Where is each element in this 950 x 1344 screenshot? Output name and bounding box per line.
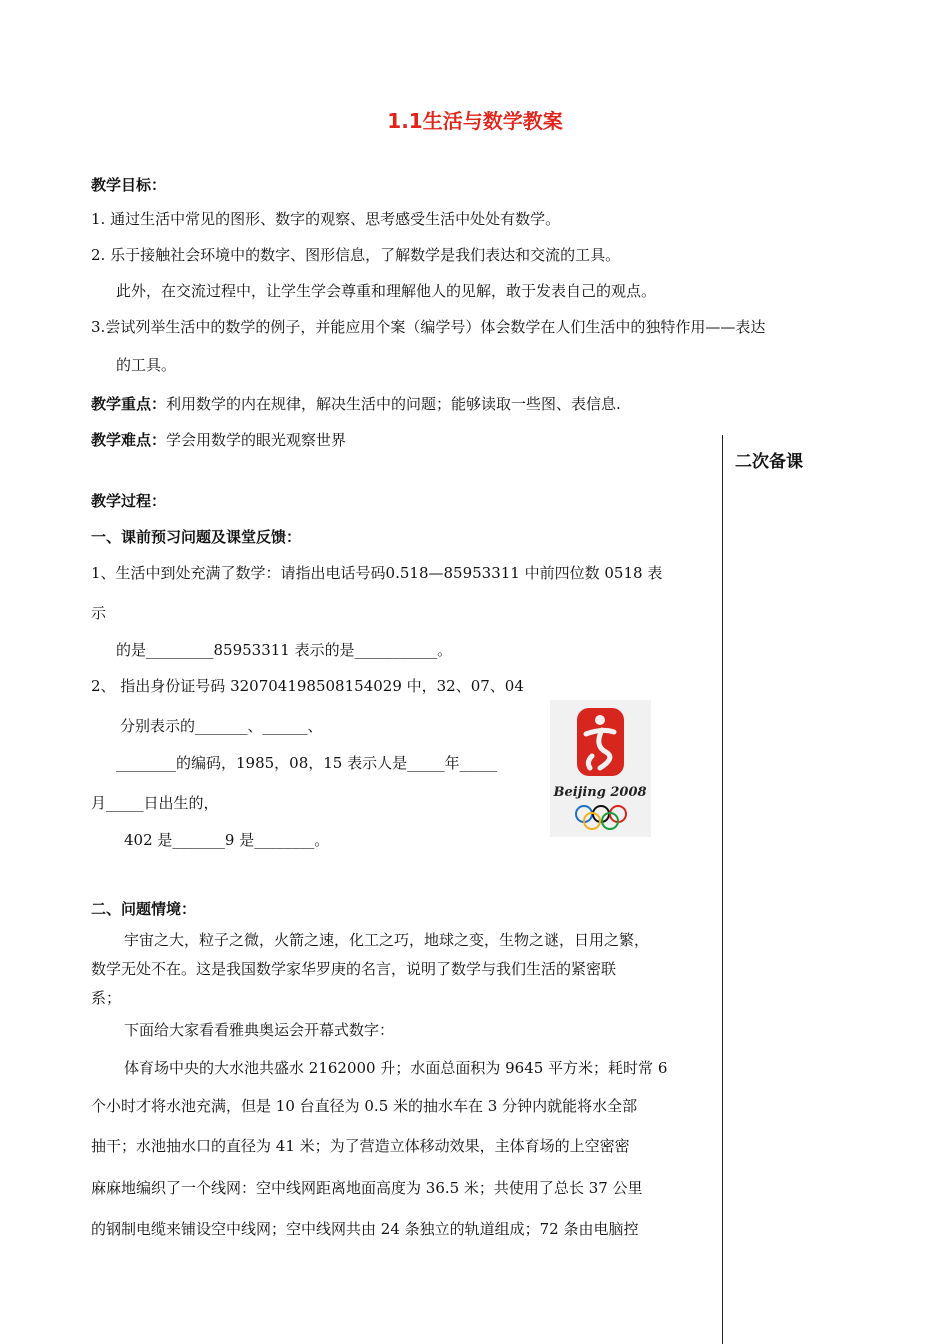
objective-3-number: 3. [91, 318, 106, 336]
objective-3 [91, 317, 765, 337]
question-2-d: 月_____日出生的， [91, 794, 219, 812]
objective-1: 1. 通过生活中常见的图形、数字的观察、思考感受生活中处处有数学。 [91, 210, 561, 228]
objective-2-continued: 此外，在交流过程中，让学生学会尊重和理解他人的见解，敢于发表自己的观点。 [116, 282, 657, 300]
paragraph-3-e: 的钢制电缆来铺设空中线网；空中线网共由 24 条独立的轨道组成；72 条由电脑控 [91, 1220, 639, 1238]
paragraph-3-d: 麻麻地编织了一个线网：空中线网距离地面高度为 36.5 米；共使用了总长 37 公里 [91, 1179, 643, 1197]
paragraph-3-c: 抽干；水池抽水口的直径为 41 米；为了营造立体移动效果，主体育场的上空密密 [91, 1137, 630, 1155]
paragraph-1-b-rest: 学无处不在。这是我国数学家华罗庚的名言，说明了数学与我们生活的紧密联 [106, 960, 617, 978]
difficulty-text: 学会用数学的眼光观察世界 [166, 431, 347, 449]
logo-wordmark: Beijing 2008 [553, 785, 647, 800]
sidebar-title: 二次备课 [735, 452, 803, 472]
paragraph-3-b: 个小时才将水池充满，但是 10 台直径为 0.5 米的抽水车在 3 分钟内就能将水全部 [91, 1097, 638, 1115]
page-title: 1.1生活与数学教案 [387, 109, 563, 133]
focus-text-b: 图、表信息. [541, 395, 621, 413]
section-2-heading: 二、问题情境： [91, 900, 197, 918]
focus-text-a: 利用数学的内在规律，解决生活中的问题；能够读取一些 [166, 395, 542, 413]
difficulty-label: 教学难点： [91, 431, 167, 449]
process-heading: 教学过程： [91, 492, 167, 510]
objective-3-continued: 的工具。 [116, 356, 177, 374]
paragraph-1-b [91, 959, 616, 979]
question-1-d: 的是_________85953311 表示的是___________。 [116, 641, 453, 659]
question-2-b: 分别表示的_______、______、 [120, 717, 323, 735]
question-1-a: 1、生活中到处充满了数学：请指出电话号码 [91, 564, 386, 582]
focus-label: 教学重点： [91, 395, 167, 413]
paragraph-2: 下面给大家看看雅典奥运会开幕式数字： [124, 1021, 395, 1039]
question-1 [91, 563, 662, 583]
emblem-head [595, 715, 605, 725]
beijing-2008-logo [550, 700, 651, 837]
section-1-heading: 一、课前预习问题及课堂反馈： [91, 528, 302, 546]
teaching-difficulty [91, 430, 346, 450]
paragraph-1-c: 系； [91, 989, 122, 1007]
question-2-c: ________的编码，1985，08，15 表示人是_____年_____ [116, 754, 498, 772]
question-2: 2、 指出身份证号码 320704198508154029 中，32、07、04 [91, 677, 524, 695]
objective-3-text: 尝试列举生活中的数学的例子，并能应用个案（编学号）体会数学在人们生活中的独特作用——表达 [105, 318, 766, 336]
question-1-b: 0.518—85953311 中前四位数 0518 表 [385, 564, 663, 582]
objectives-heading: 教学目标： [91, 176, 167, 194]
margin-divider [722, 435, 723, 1344]
teaching-focus [91, 394, 621, 414]
paragraph-3-a: 体育场中央的大水池共盛水 2162000 升；水面总面积为 9645 平方米；耗时常 6 [124, 1059, 668, 1077]
paragraph-1-a: 宇宙之大，粒子之微，火箭之速，化工之巧，地球之变，生物之谜，日用之繁， [124, 931, 650, 949]
paragraph-1-b-first: 数 [91, 960, 107, 978]
beijing-2008-emblem-icon [550, 700, 651, 837]
question-1-c: 示 [91, 604, 107, 622]
question-2-e: 402 是_______9 是________。 [124, 831, 330, 849]
objective-2: 2. 乐于接触社会环境中的数字、图形信息，了解数学是我们表达和交流的工具。 [91, 246, 621, 264]
